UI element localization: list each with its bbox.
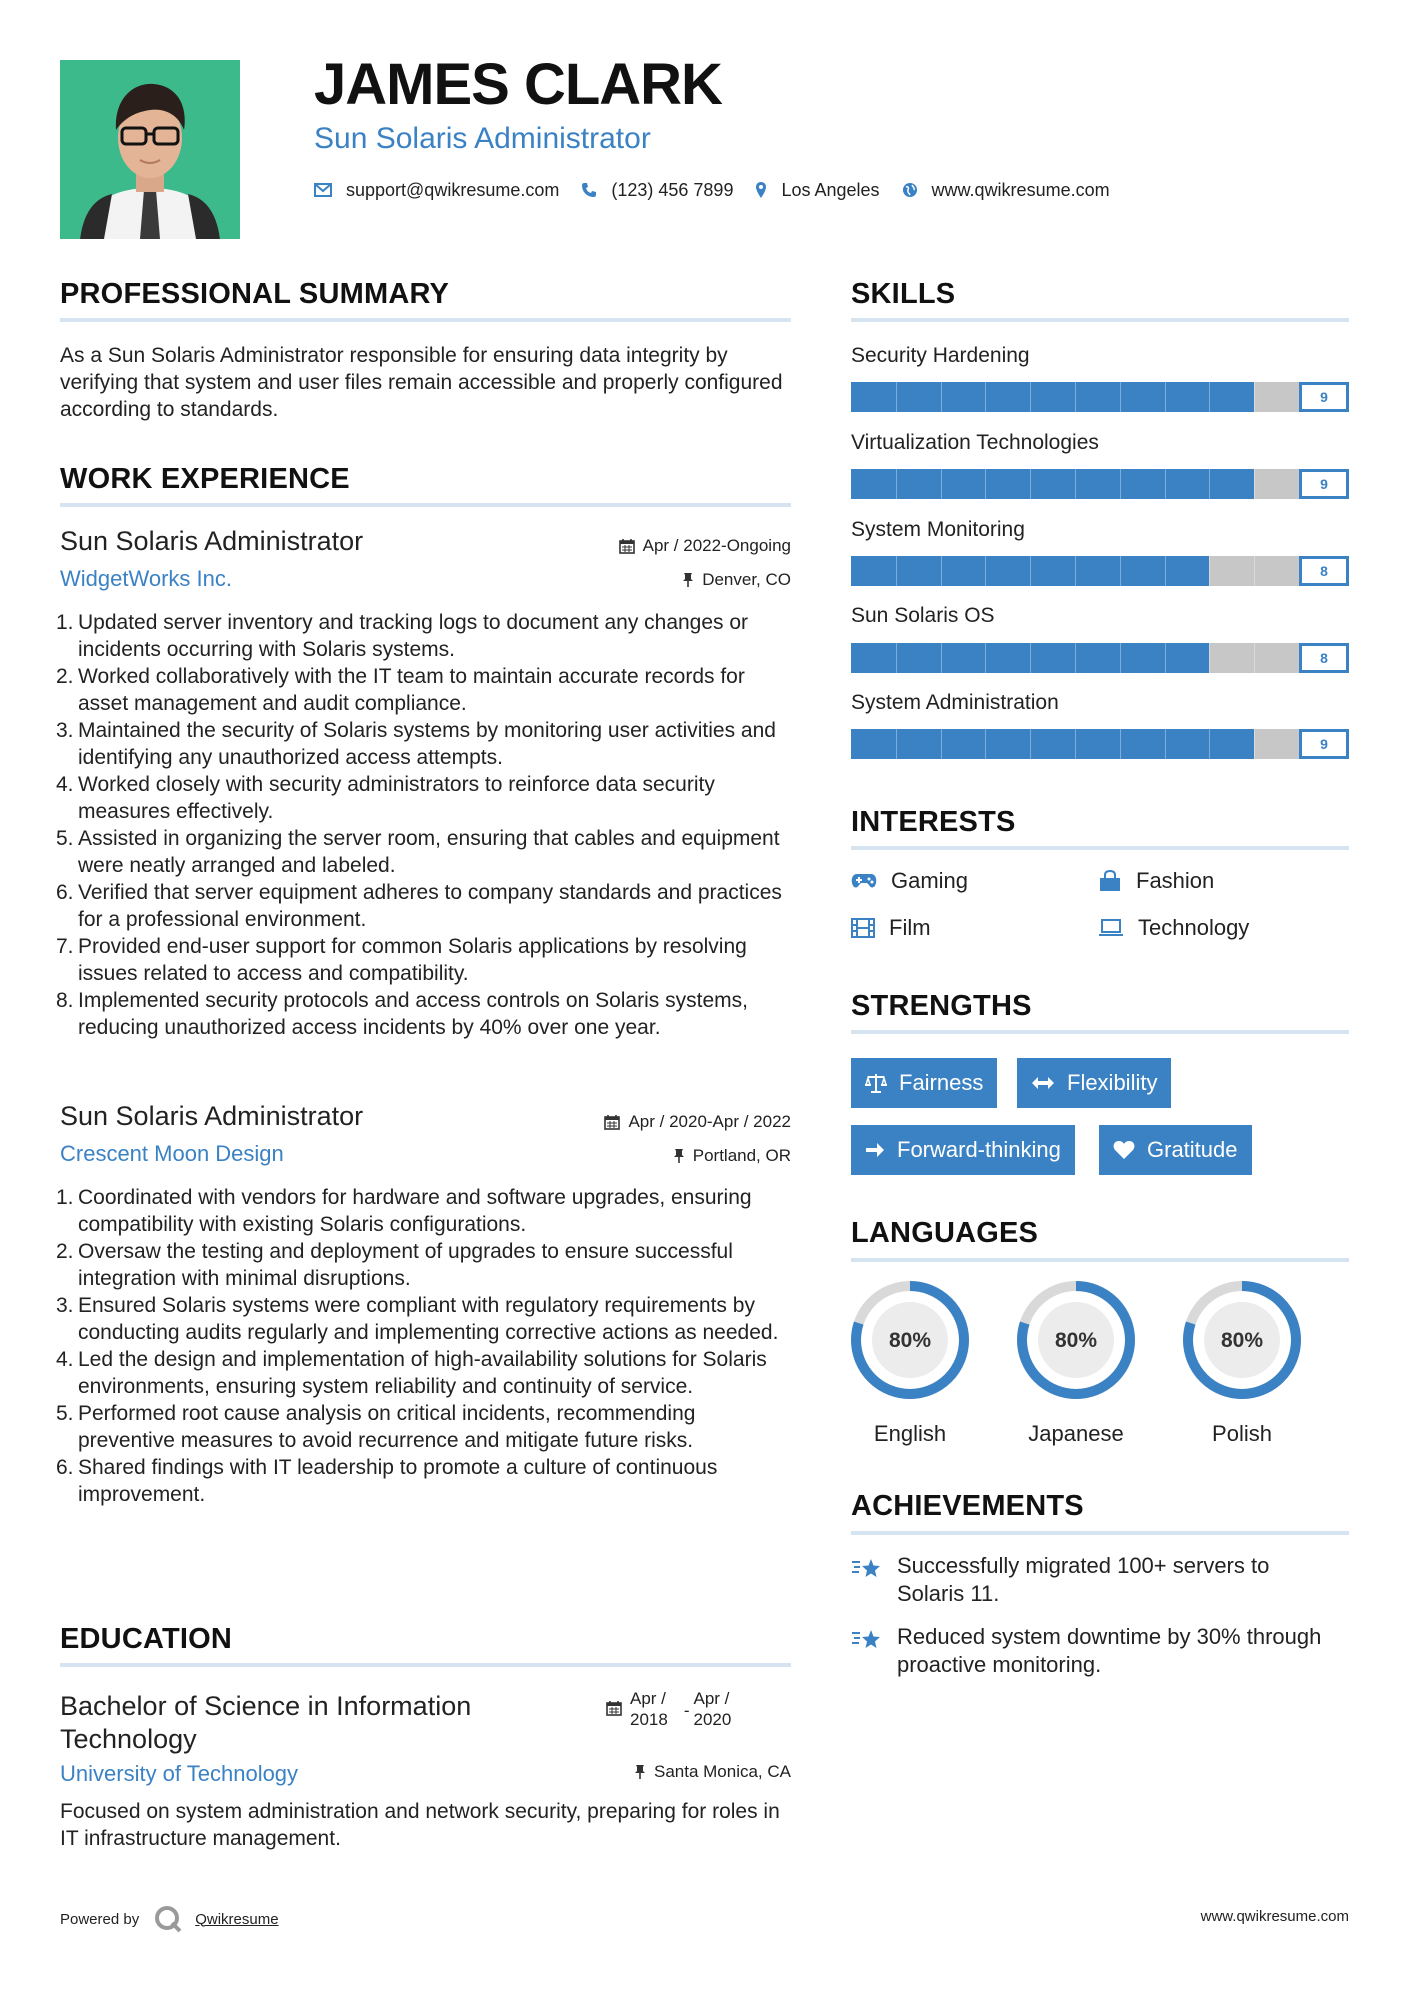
experience-divider — [60, 503, 791, 507]
job-bullets — [56, 609, 795, 1041]
job-bullets — [56, 1184, 795, 1508]
job-dates-text: Apr / 2020-Apr / 2022 — [628, 1112, 791, 1131]
skill-level-badge: 9 — [1299, 382, 1349, 412]
job-location-text: Denver, CO — [702, 570, 791, 589]
list-item: 7. Provided end-user support for common Solaris applications by resolving issues related to access and compatibility. — [56, 935, 747, 985]
skill-level-badge: 8 — [1299, 643, 1349, 673]
language-name: Polish — [1212, 1421, 1272, 1446]
skill-bar-segment — [1120, 729, 1121, 759]
job-dates — [480, 1112, 791, 1132]
language-item — [1006, 1274, 1146, 1447]
contact-website[interactable] — [902, 180, 1110, 201]
strength-tag — [851, 1058, 997, 1108]
education-heading: EDUCATION — [60, 1623, 233, 1655]
language-item — [840, 1274, 980, 1447]
education-divider — [60, 1663, 791, 1667]
company-name: WidgetWorks Inc. — [60, 566, 232, 591]
ring-percent-label: 80% — [1054, 1329, 1098, 1352]
shooting-star-icon — [851, 1627, 883, 1653]
laptop-icon — [1098, 919, 1124, 937]
skill-bar-segment — [1254, 729, 1255, 759]
contact-email[interactable] — [314, 180, 559, 201]
list-item: 3. Maintained the security of Solaris systems by monitoring user activities and identifying any unauthorized access attempts. — [56, 719, 776, 769]
strength-tag — [851, 1125, 1075, 1175]
strength-tag — [1017, 1058, 1171, 1108]
skill-bar-segment — [1254, 469, 1255, 499]
candidate-name: JAMES CLARK — [314, 52, 722, 117]
strength-label: Gratitude — [1147, 1137, 1238, 1162]
candidate-role: Sun Solaris Administrator — [314, 122, 651, 155]
film-icon — [851, 918, 875, 938]
interest-item — [1098, 868, 1214, 894]
skill-bar-segment — [1120, 643, 1121, 673]
skill-bar — [851, 643, 1349, 673]
achievements-heading: ACHIEVEMENTS — [851, 1490, 1084, 1522]
calendar-icon — [606, 1700, 622, 1716]
job-dates-text: Apr / 2022-Ongoing — [642, 536, 791, 555]
interest-label: Technology — [1138, 915, 1250, 940]
pushpin-icon — [634, 1764, 646, 1780]
skill-bar-segment — [1030, 469, 1031, 499]
map-pin-icon — [755, 181, 767, 199]
skill-bar-segment — [985, 643, 986, 673]
calendar-icon — [619, 538, 635, 554]
arrow-right-icon — [865, 1141, 885, 1159]
skill-bar-segment — [896, 382, 897, 412]
skill-bar-segment — [1030, 556, 1031, 586]
skill-label: System Monitoring — [851, 518, 1025, 541]
qwikresume-logo-icon — [153, 1904, 183, 1934]
degree-line: Bachelor of Science in Information — [60, 1691, 472, 1721]
skill-bar-segment — [1209, 469, 1210, 499]
pushpin-icon — [682, 572, 694, 588]
contact-location — [755, 180, 879, 201]
skill-bar-segment — [1120, 469, 1121, 499]
list-item: 1. Updated server inventory and tracking logs to document any changes or incidents occurring with Solaris systems. — [56, 611, 749, 661]
job-title: Sun Solaris Administrator — [60, 526, 364, 556]
list-item: 8. Implemented security protocols and access controls on Solaris systems, reducing unauthorized access incidents by 40% over one year. — [56, 989, 748, 1039]
language-ring — [1006, 1274, 1146, 1414]
profile-photo — [60, 60, 240, 239]
heart-icon — [1113, 1140, 1135, 1160]
shooting-star-icon — [851, 1556, 883, 1582]
interest-item — [851, 915, 931, 941]
languages-heading: LANGUAGES — [851, 1217, 1039, 1249]
skill-bar-segment — [985, 382, 986, 412]
phone-icon — [581, 182, 597, 198]
globe-icon — [902, 182, 918, 198]
skill-bar-segment — [941, 729, 942, 759]
contact-phone[interactable] — [581, 180, 733, 201]
summary-divider — [60, 318, 791, 322]
gamepad-icon — [851, 872, 877, 890]
skill-bar-segment — [1075, 643, 1076, 673]
interest-item — [851, 868, 968, 894]
degree-line: Technology — [60, 1724, 197, 1754]
language-name: Japanese — [1028, 1421, 1124, 1446]
job-title: Sun Solaris Administrator — [60, 1101, 364, 1131]
experience-heading: WORK EXPERIENCE — [60, 463, 350, 495]
achievements-divider — [851, 1531, 1349, 1535]
school-name: University of Technology — [60, 1761, 299, 1786]
list-item: 3. Ensured Solaris systems were compliant with regulatory requirements by conducting audits regularly and implementing corrective actions as needed. — [56, 1294, 779, 1344]
list-item: 4. Led the design and implementation of high-availability solutions for Solaris environments, ensuring system reliability and continuity of service. — [56, 1348, 767, 1398]
skill-label: System Administration — [851, 691, 1059, 714]
skill-bar-fill — [851, 729, 1254, 759]
education-dates — [606, 1688, 731, 1730]
list-item: 4. Worked closely with security administrators to reinforce data security measures effectively. — [56, 773, 715, 823]
ring-percent-label: 80% — [1220, 1329, 1264, 1352]
skills-divider — [851, 318, 1349, 322]
summary-heading: PROFESSIONAL SUMMARY — [60, 278, 450, 310]
interests-heading: INTERESTS — [851, 806, 1016, 838]
list-item: 5. Assisted in organizing the server room, ensuring that cables and equipment were neatly arranged and labeled. — [56, 827, 780, 877]
education-start: Apr / 2018 — [630, 1689, 668, 1729]
skill-bar-segment — [941, 643, 942, 673]
brand-link[interactable]: Qwikresume — [195, 1910, 279, 1928]
interest-label: Gaming — [891, 868, 969, 893]
skill-bar-segment — [1254, 643, 1255, 673]
list-item: 2. Worked collaboratively with the IT team to maintain accurate records for asset management and audit compliance. — [56, 665, 745, 715]
achievement-item — [851, 1552, 1349, 1608]
list-item: 5. Performed root cause analysis on critical incidents, recommending preventive measures to avoid recurrence and mitigate future risks. — [56, 1402, 696, 1452]
footer-powered — [60, 1904, 279, 1934]
skill-bar-segment — [1120, 382, 1121, 412]
website-text: www.qwikresume.com — [931, 179, 1110, 200]
skill-bar-segment — [985, 469, 986, 499]
language-item — [1172, 1274, 1312, 1447]
skill-bar-segment — [896, 556, 897, 586]
skill-bar-segment — [1075, 556, 1076, 586]
list-item: 2. Oversaw the testing and deployment of upgrades to ensure successful integration with minimal disruptions. — [56, 1240, 733, 1290]
list-item: 6. Shared findings with IT leadership to promote a culture of continuous improvement. — [56, 1456, 718, 1506]
avatar — [60, 60, 240, 239]
degree-title — [60, 1690, 471, 1756]
skill-bar-segment — [896, 469, 897, 499]
skill-bar-segment — [1254, 556, 1255, 586]
skill-bar — [851, 729, 1349, 759]
email-text: support@qwikresume.com — [346, 179, 560, 200]
languages-divider — [851, 1258, 1349, 1262]
job-dates — [480, 536, 791, 556]
skill-bar-segment — [1165, 729, 1166, 759]
skill-bar — [851, 382, 1349, 412]
interests-divider — [851, 846, 1349, 850]
skill-bar-segment — [1209, 729, 1210, 759]
location-text: Los Angeles — [781, 179, 880, 200]
language-ring — [1172, 1274, 1312, 1414]
skill-bar-fill — [851, 382, 1254, 412]
skill-bar-segment — [941, 469, 942, 499]
job-location-text: Portland, OR — [692, 1146, 791, 1165]
skill-bar-segment — [1209, 382, 1210, 412]
language-ring — [840, 1274, 980, 1414]
footer-website[interactable]: www.qwikresume.com — [1200, 1908, 1349, 1925]
skill-bar-segment — [985, 556, 986, 586]
job-location — [480, 1146, 791, 1166]
skill-level-badge: 9 — [1299, 729, 1349, 759]
achievement-item — [851, 1623, 1349, 1679]
contact-info — [314, 178, 1132, 202]
education-description: Focused on system administration and network security, preparing for roles in IT infrastructure management. — [60, 1800, 780, 1850]
skill-label: Sun Solaris OS — [851, 604, 995, 627]
skill-bar — [851, 556, 1349, 586]
company-name: Crescent Moon Design — [60, 1141, 284, 1166]
calendar-icon — [604, 1114, 620, 1130]
phone-text: (123) 456 7899 — [611, 179, 734, 200]
strengths-divider — [851, 1030, 1349, 1034]
powered-by-text: Powered by — [60, 1910, 140, 1928]
skill-level-badge: 9 — [1299, 469, 1349, 499]
skill-label: Virtualization Technologies — [851, 431, 1099, 454]
skill-bar-segment — [1075, 382, 1076, 412]
skill-bar-segment — [941, 556, 942, 586]
skill-bar-segment — [1165, 382, 1166, 412]
strength-label: Fairness — [899, 1070, 984, 1095]
education-location — [480, 1762, 791, 1782]
skill-bar-segment — [941, 382, 942, 412]
skill-bar-segment — [1120, 556, 1121, 586]
skill-bar-segment — [1030, 643, 1031, 673]
skill-bar-segment — [985, 729, 986, 759]
strength-label: Flexibility — [1067, 1070, 1158, 1095]
summary-text: As a Sun Solaris Administrator responsible for ensuring data integrity by verifying that system and user files remain accessible and properly configured according to standards. — [60, 344, 783, 421]
achievement-text: Successfully migrated 100+ servers to Solaris 11. — [897, 1553, 1270, 1606]
skill-bar-segment — [1254, 382, 1255, 412]
interest-label: Film — [889, 915, 931, 940]
education-end: Apr / 2020 — [693, 1689, 732, 1729]
envelope-icon — [314, 183, 332, 197]
strength-label: Forward-thinking — [897, 1137, 1061, 1162]
skill-bar-segment — [1209, 556, 1210, 586]
shopping-bag-icon — [1098, 870, 1122, 892]
skill-bar-segment — [1209, 643, 1210, 673]
list-item: 1. Coordinated with vendors for hardware and software upgrades, ensuring compatibility with existing Solaris configurations. — [56, 1186, 752, 1236]
language-name: English — [873, 1421, 947, 1446]
arrows-horizontal-icon — [1031, 1076, 1055, 1090]
strengths-heading: STRENGTHS — [851, 990, 1032, 1022]
skill-bar-segment — [896, 643, 897, 673]
skill-bar-segment — [1030, 382, 1031, 412]
date-separator: - — [683, 1701, 690, 1720]
skill-bar-segment — [896, 729, 897, 759]
skill-bar-segment — [1075, 469, 1076, 499]
education-location-text: Santa Monica, CA — [653, 1762, 791, 1781]
skill-bar-segment — [1165, 469, 1166, 499]
skill-bar-segment — [1075, 729, 1076, 759]
skill-level-badge: 8 — [1299, 556, 1349, 586]
interest-item — [1098, 915, 1249, 941]
skill-bar-fill — [851, 469, 1254, 499]
skill-label: Security Hardening — [851, 344, 1030, 367]
interest-label: Fashion — [1136, 868, 1215, 893]
skill-bar-segment — [1165, 643, 1166, 673]
pushpin-icon — [673, 1148, 685, 1164]
ring-percent-label: 80% — [888, 1329, 932, 1352]
skill-bar-segment — [1165, 556, 1166, 586]
job-location — [480, 570, 791, 590]
strength-tag — [1099, 1125, 1252, 1175]
skill-bar-segment — [1030, 729, 1031, 759]
achievement-text: Reduced system downtime by 30% through proactive monitoring. — [897, 1624, 1322, 1677]
balance-scale-icon — [865, 1073, 887, 1093]
skills-heading: SKILLS — [851, 278, 956, 310]
skill-bar — [851, 469, 1349, 499]
list-item: 6. Verified that server equipment adheres to company standards and practices for a professional environment. — [56, 881, 782, 931]
